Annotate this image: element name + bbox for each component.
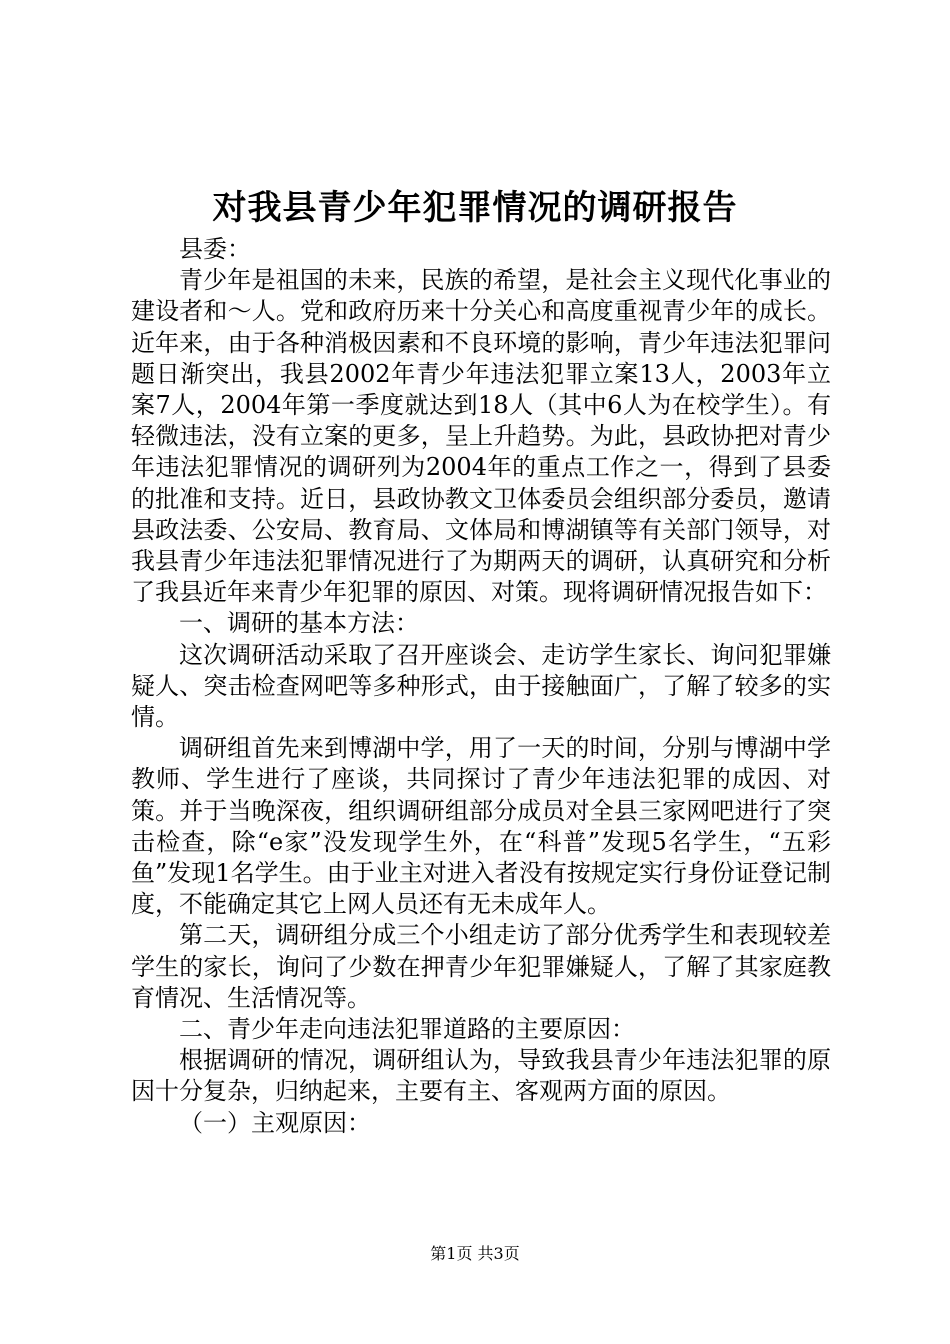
- page-footer: 第1页 共3页: [430, 1244, 520, 1263]
- paragraph-day-one: 调研组首先来到博湖中学，用了一天的时间，分别与博湖中学教师、学生进行了座谈，共同探讨了青少年违法犯罪的成因、对策。并于当晚深夜，组织调研组部分成员对全县三家网吧进行了突击检查，除“e家”没发现学生外，在“科普”发现5名学生，“五彩鱼”发现1名学生。由于业主对进入者没有按规定实行身份证登记制度，不能确定其它上网人员还有无未成年人。: [131, 734, 831, 919]
- paragraph-methods: 这次调研活动采取了召开座谈会、走访学生家长、询问犯罪嫌疑人、突击检查网吧等多种形式，由于接触面广，了解了较多的实情。: [131, 640, 831, 732]
- salutation: 县委：: [179, 235, 251, 263]
- heading-subsection-1: （一）主观原因：: [179, 1108, 371, 1137]
- heading-section-2: 二、青少年走向违法犯罪道路的主要原因：: [179, 1015, 635, 1044]
- heading-section-1: 一、调研的基本方法：: [179, 609, 419, 638]
- paragraph-causes: 根据调研的情况，调研组认为，导致我县青少年违法犯罪的原因十分复杂，归纳起来，主要有主、客观两方面的原因。: [131, 1046, 831, 1106]
- document-title: 对我县青少年犯罪情况的调研报告: [212, 188, 738, 228]
- document-body: [131, 234, 831, 1139]
- paragraph-day-two: 第二天，调研组分成三个小组走访了部分优秀学生和表现较差学生的家长，询问了少数在押青少年犯罪嫌疑人，了解了其家庭教育情况、生活情况等。: [131, 921, 831, 1012]
- paragraph-intro: 青少年是祖国的未来，民族的希望，是社会主义现代化事业的建设者和～人。党和政府历来十分关心和高度重视青少年的成长。近年来，由于各种消极因素和不良环境的影响，青少年违法犯罪问题日渐突出，我县2002年青少年违法犯罪立案13人，2003年立案7人，2004年第一季度就达到18人（其中6人为在校学生）。有轻微违法，没有立案的更多，呈上升趋势。为此，县政协把对青少年违法犯罪情况的调研列为2004年的重点工作之一，得到了县委的批准和支持。近日，县政协教文卫体委员会组织部分委员，邀请县政法委、公安局、教育局、文体局和博湖镇等有关部门领导，对我县青少年违法犯罪情况进行了为期两天的调研，认真研究和分析了我县近年来青少年犯罪的原因、对策。现将调研情况报告如下：: [131, 266, 831, 607]
